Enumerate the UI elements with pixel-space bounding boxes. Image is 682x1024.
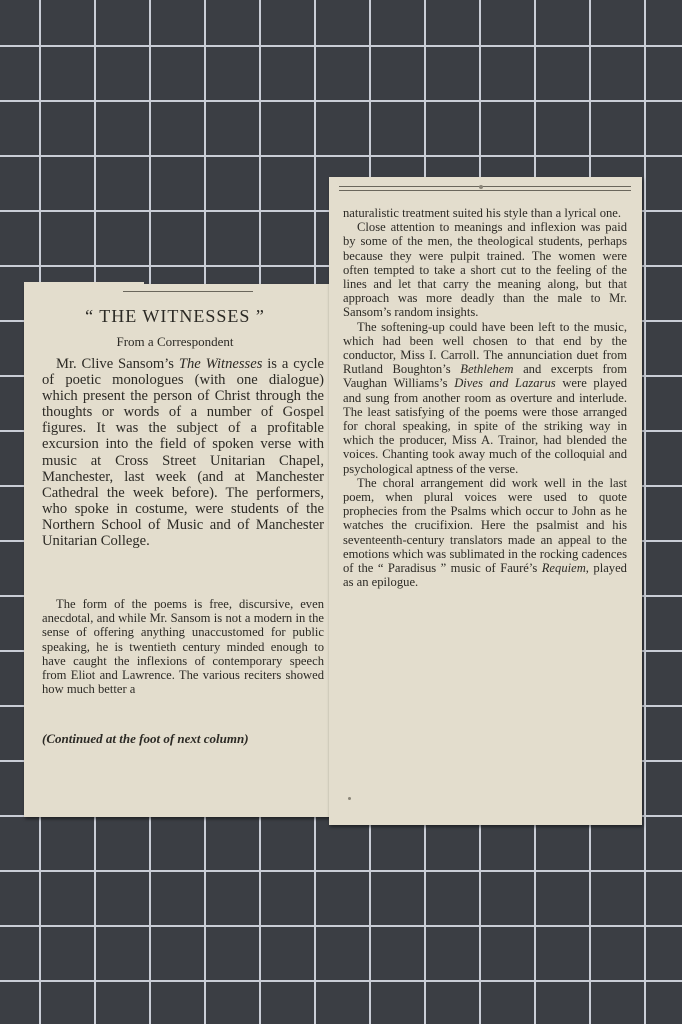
paragraph-text: , played as an epilogue. <box>343 561 627 590</box>
work-title: Bethlehem <box>460 362 514 377</box>
article-headline: “ THE WITNESSES ” <box>85 306 265 326</box>
paragraph-intro <box>42 356 324 549</box>
paragraph-text: is a cycle of poetic monologues (with one dialogue) which present the person of Christ through the thoughts or words of a number of Gospel figures. It was the subject of a profitable excursion into the field of spoken verse with music at Cross Street Unitarian Chapel, Manchester, last week (and at Manchester Cathedral the week before). The performers, who spoke in costume, were students of the Northern School of Music and of Manchester Unitarian College. <box>42 356 324 550</box>
paragraph-continuation: naturalistic treatment suited his style than a lyrical one. <box>343 206 622 220</box>
top-rule <box>339 186 631 187</box>
work-title: Requiem <box>541 561 586 576</box>
paragraph-text: The softening-up could have been left to the music, which had been well chosen to that end by the conductor, Miss I. Carroll. The annunciation duet from Rutland Boughton’s <box>343 319 627 377</box>
paragraph-attention: Close attention to meanings and inflexion was paid by some of the men, the theological students, perhaps because they were pulpit trained. The women were often tempted to take a short cut to the feeling of the lines and let that carry the meaning along, but that approach was more deadly than the male to Mr. Sansom’s random insights. <box>343 220 627 320</box>
article-column-left <box>42 356 324 549</box>
work-title: Dives and Lazarus <box>454 376 556 391</box>
work-title: The Witnesses <box>178 356 263 372</box>
print-dot <box>479 185 483 189</box>
article-column-left-lower <box>42 597 324 696</box>
article-byline: From a Correspondent <box>116 334 234 349</box>
clipping-torn-edge <box>24 282 144 290</box>
paragraph-text: and excerpts from Vaughan Williams’s <box>343 362 627 391</box>
article-column-right <box>343 206 627 589</box>
paragraph-text: were played and sung from another room as overture and interlude. The least satisfying of the poems were those arranged for choral speaking, in spite of the striking way in which the producer, Miss A. Trainor, had blended the voices. Chanting took away much of the colloquial and psychological aptness of the verse. <box>343 376 628 476</box>
paper-speck <box>348 797 351 800</box>
headline-rule <box>123 291 253 292</box>
top-rule-lower <box>339 190 631 191</box>
continued-note: (Continued at the foot of next column) <box>42 731 249 746</box>
paragraph-choral <box>343 476 627 590</box>
paragraph-text: The choral arrangement did work well in the last poem, when plural voices were used to quote prophecies from the Psalms which occur to John as he watches the crucifixion. Here the psalmist and his seventeenth-century translators made an appeal to the emotions which was sublimated in the rocking cadences of the “ Paradisus ” music of Fauré’s <box>343 475 627 576</box>
paragraph-form: The form of the poems is free, discursive, even anecdotal, and while Mr. Sansom is not a modern in the sense of offering anything unaccustomed for public speaking, he is twentieth century minded enough to have caught the inflexions of contemporary speech from Eliot and Lawrence. The various reciters showed how much better a <box>42 597 324 697</box>
paragraph-text: Mr. Clive Sansom’s <box>56 356 179 372</box>
paragraph-music <box>343 320 627 476</box>
